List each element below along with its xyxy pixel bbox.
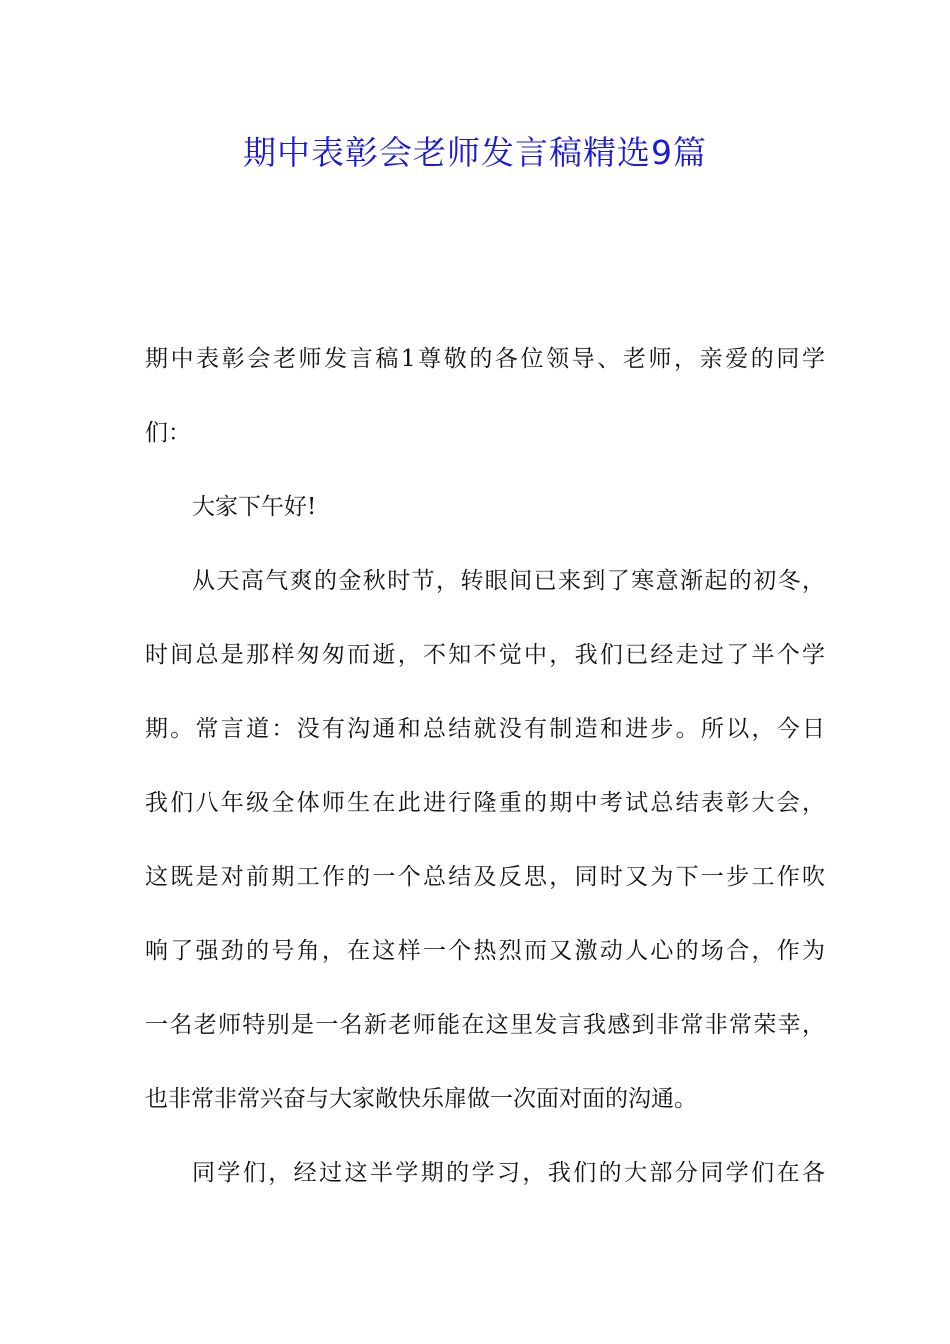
text-line: 期。常言道：没有沟通和总结就没有制造和进步。所以，今日 — [145, 716, 825, 742]
text-line: 响了强劲的号角，在这样一个热烈而又激动人心的场合，作为 — [145, 938, 825, 964]
text-line: 们： — [145, 420, 191, 446]
document-title: 期中表彰会老师发言稿精选9篇 — [243, 133, 707, 172]
text-line: 从天高气爽的金秋时节，转眼间已来到了寒意渐起的初冬， — [192, 568, 825, 594]
text-line: 同学们，经过这半学期的学习，我们的大部分同学们在各 — [192, 1160, 825, 1186]
text-line: 时间总是那样匆匆而逝，不知不觉中，我们已经走过了半个学 — [145, 642, 825, 668]
text-line: 也非常非常兴奋与大家敞快乐扉做一次面对面的沟通。 — [145, 1086, 697, 1112]
document-body — [145, 337, 825, 1225]
text-line: 大家下午好! — [192, 494, 317, 520]
text-line: 一名老师特别是一名新老师能在这里发言我感到非常非常荣幸， — [145, 1012, 825, 1038]
text-line: 期中表彰会老师发言稿1尊敬的各位领导、老师，亲爱的同学 — [145, 346, 825, 372]
text-line: 我们八年级全体师生在此进行隆重的期中考试总结表彰大会， — [145, 790, 825, 816]
text-line: 这既是对前期工作的一个总结及反思，同时又为下一步工作吹 — [145, 864, 825, 890]
